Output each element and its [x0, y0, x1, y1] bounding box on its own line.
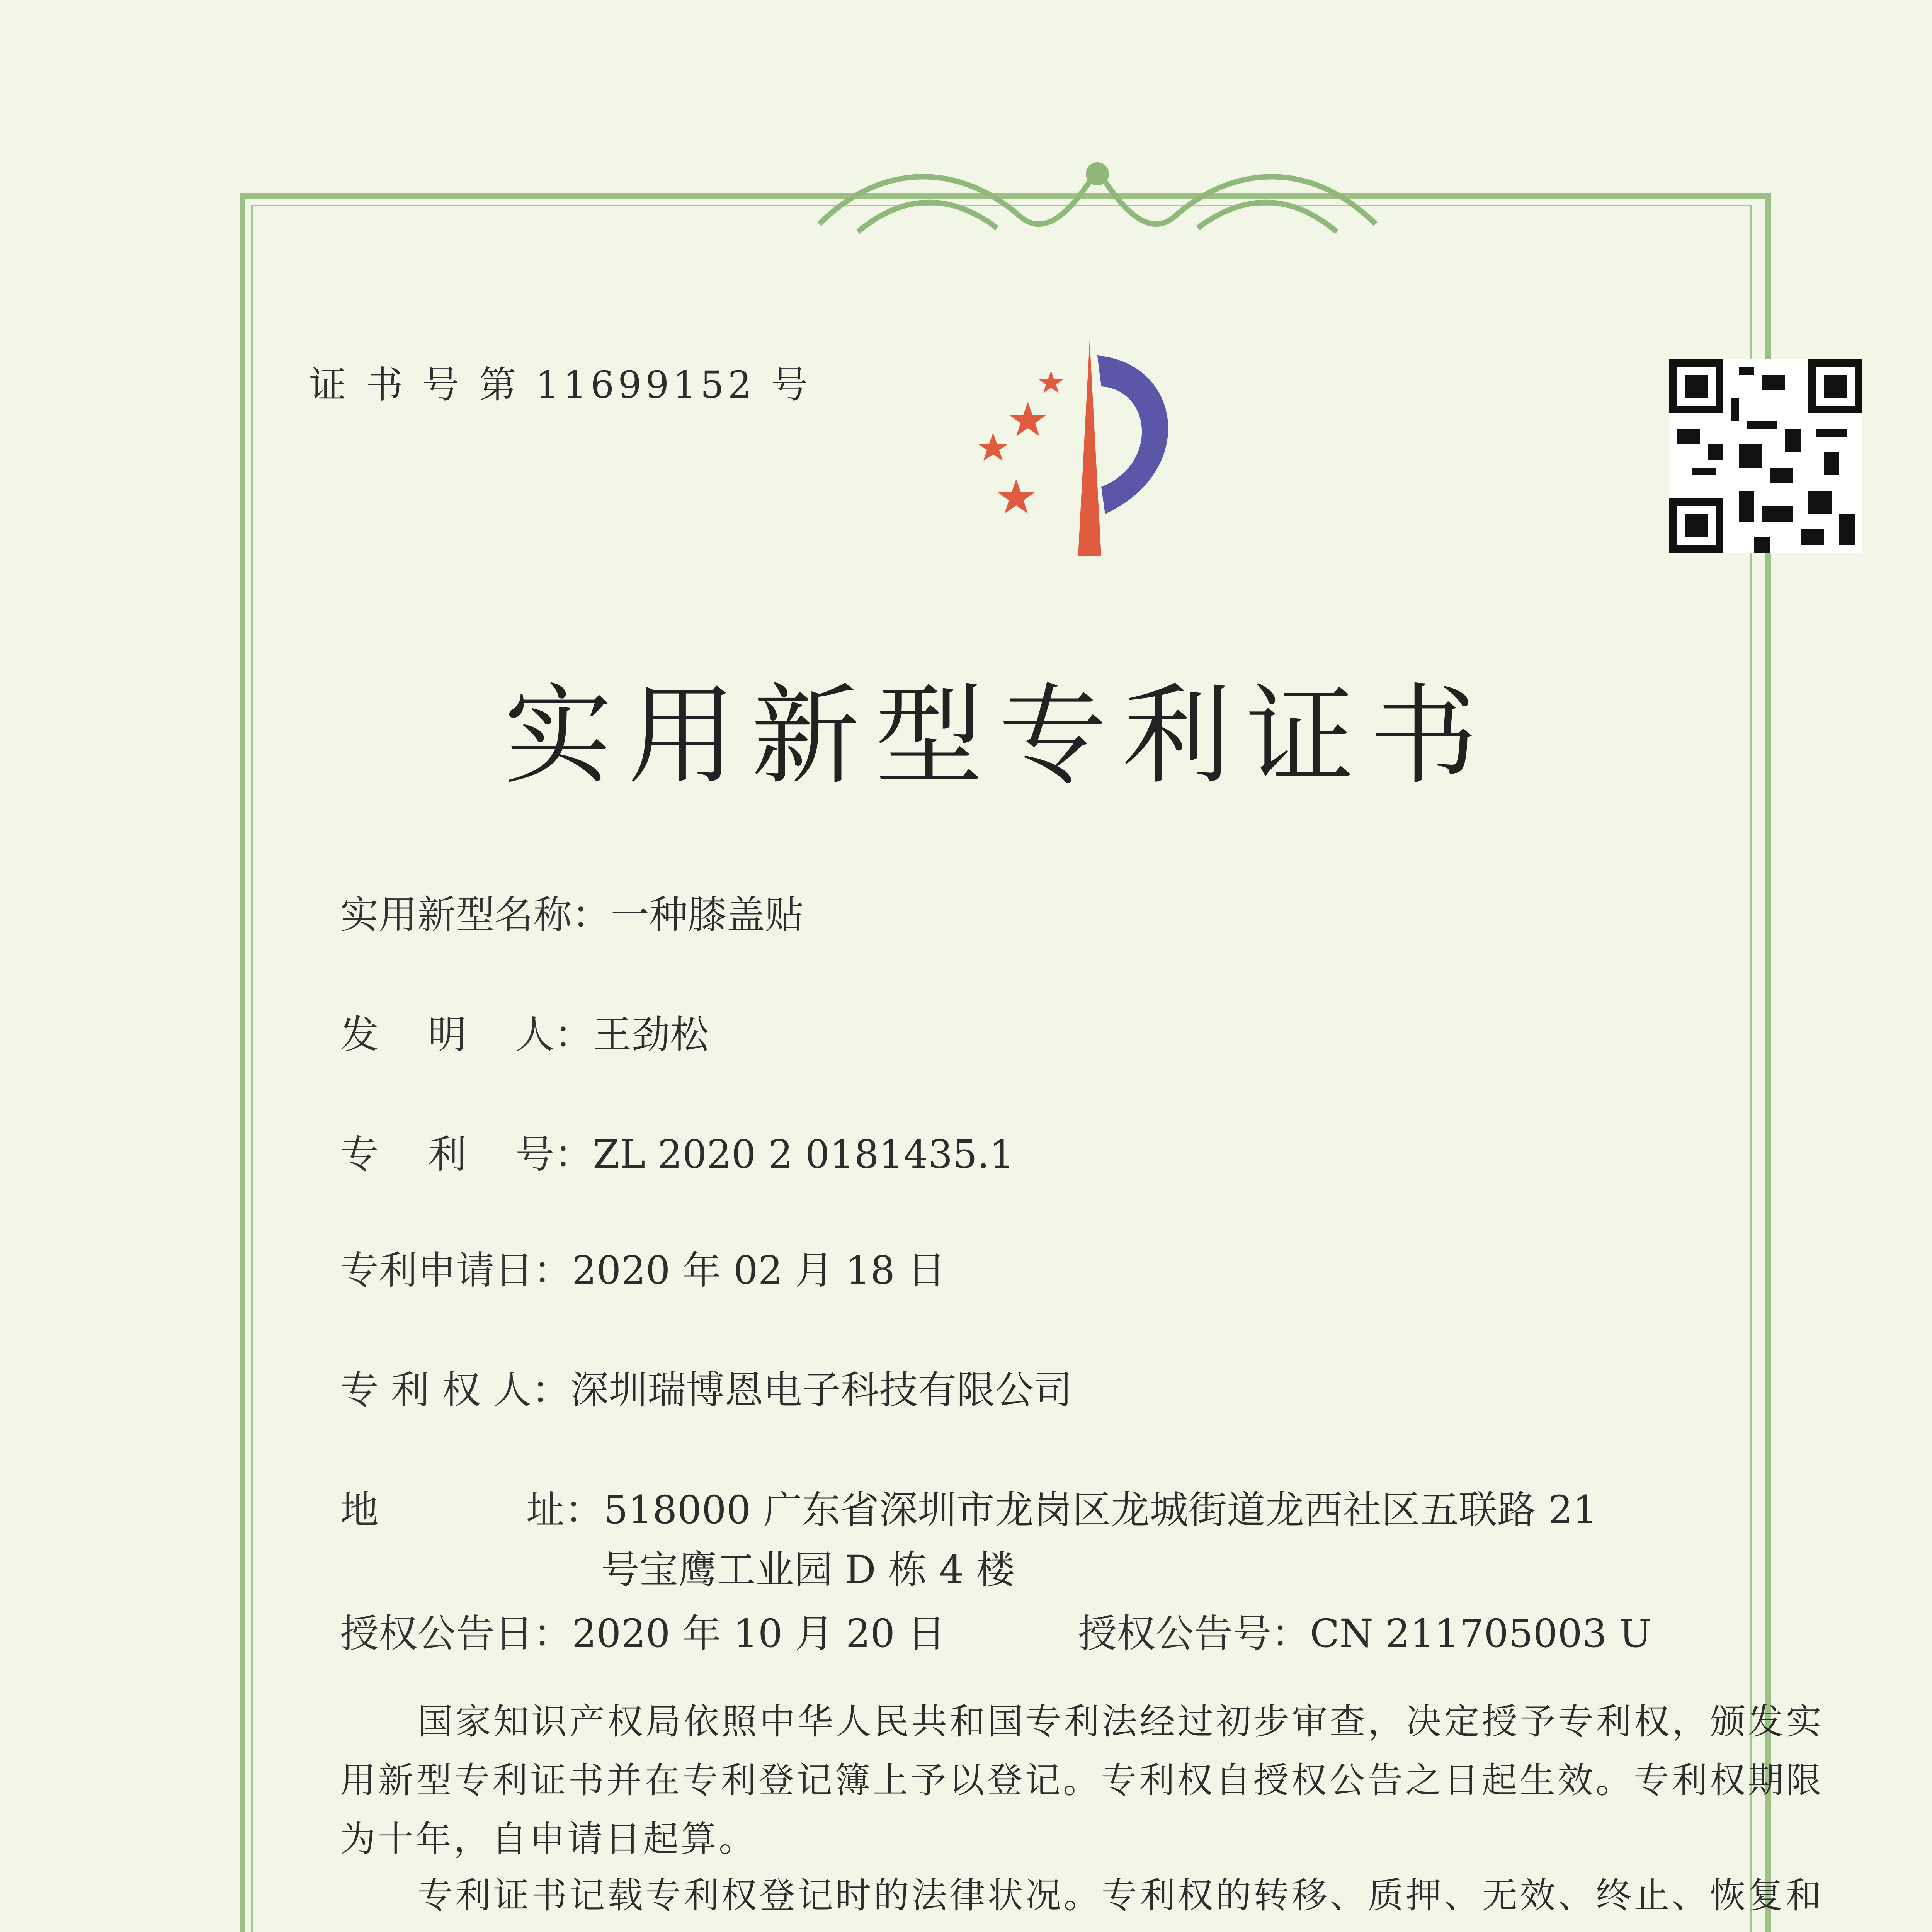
- field-label: 专利申请日：: [340, 1248, 572, 1293]
- field-label: 专 利 权 人：: [340, 1367, 570, 1413]
- field-label: 授权公告号：: [1078, 1611, 1310, 1656]
- top-ornament: [804, 147, 1391, 255]
- field-application-date: [340, 1240, 946, 1300]
- field-value: 2020 年 02 月 18 日: [572, 1248, 946, 1293]
- field-label: 专 利 号：: [340, 1132, 593, 1177]
- field-label: 授权公告日：: [340, 1611, 572, 1656]
- field-label: 实用新型名称：: [340, 892, 611, 937]
- paragraph-legal-status: 专利证书记载专利权登记时的法律状况。专利权的转移、质押、无效、终止、恢复和: [417, 1875, 1824, 1916]
- field-value: 王劲松: [593, 1012, 709, 1057]
- field-label: 发 明 人：: [340, 1012, 593, 1057]
- field-grant-date: [340, 1604, 946, 1663]
- field-inventor: [340, 1005, 709, 1065]
- qr-code-icon: [1669, 359, 1862, 553]
- field-announcement-number: [1078, 1604, 1651, 1663]
- field-label: 地 址：: [340, 1487, 604, 1532]
- field-value: 深圳瑞博恩电子科技有限公司: [570, 1367, 1073, 1413]
- field-value: ZL 2020 2 0181435.1: [593, 1132, 1014, 1177]
- paragraph-grant-statement: 国家知识产权局依照中华人民共和国专利法经过初步审查，决定授予专利权，颁发实用新型专利证书并在专利登记簿上予以登记。专利权自授权公告之日起生效。专利权期限为十年，自申请日起算。: [340, 1701, 1824, 1860]
- field-value: 2020 年 10 月 20 日: [572, 1611, 946, 1656]
- field-address: [340, 1480, 1597, 1540]
- field-utility-model-name: [340, 885, 804, 945]
- field-patent-number: [340, 1124, 1014, 1184]
- certificate-title: 实用新型专利证书: [504, 673, 1493, 799]
- field-value: 518000 广东省深圳市龙岗区龙城街道龙西社区五联路 21: [603, 1487, 1598, 1532]
- certificate-number: 证 书 号 第 11699152 号: [309, 363, 812, 406]
- field-value: CN 211705003 U: [1310, 1611, 1652, 1656]
- field-value: 一种膝盖贴: [611, 892, 804, 937]
- cnipa-logo: [935, 332, 1236, 572]
- field-patentee: [340, 1360, 1072, 1420]
- field-address-line2: 号宝鹰工业园 D 栋 4 楼: [601, 1547, 1015, 1592]
